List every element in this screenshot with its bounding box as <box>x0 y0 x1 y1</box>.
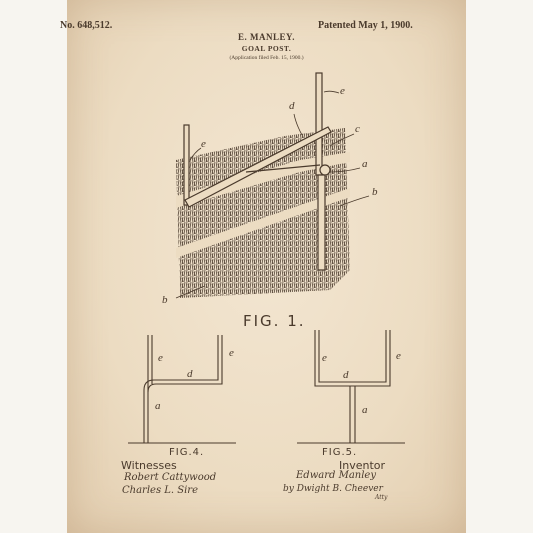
label-d: d <box>289 100 295 112</box>
label-a: a <box>362 158 368 170</box>
label-c: c <box>355 123 360 135</box>
patent-title: GOAL POST. <box>241 44 292 53</box>
fig4-label-d: d <box>187 368 193 380</box>
patent-number: No. 648,512. <box>60 20 113 31</box>
fig4-label-e-left: e <box>158 352 163 364</box>
label-b-right: b <box>372 186 378 198</box>
label-e-right: e <box>340 85 345 97</box>
application-date: (Application filed Feb. 15, 1900.) <box>229 55 304 61</box>
inventor-signature: Edward Manley <box>296 470 376 481</box>
inventor-name: E. MANLEY. <box>238 32 295 42</box>
fig5-label-e-right: e <box>396 350 401 362</box>
inventor-heading: Inventor <box>339 459 386 472</box>
fig5-label-d: d <box>343 369 349 381</box>
attorney-signature: by Dwight B. Cheever <box>283 484 383 494</box>
goal-post-fig5 <box>297 330 405 443</box>
witnesses-heading: Witnesses <box>121 459 177 472</box>
fig4-label-a: a <box>155 400 161 412</box>
figure-4-caption: FIG.4. <box>169 447 205 458</box>
fig5-label-e-left: e <box>322 352 327 364</box>
attorney-suffix: Atty <box>375 494 388 501</box>
witness-signature-2: Charles L. Sire <box>122 485 199 496</box>
figure-5-caption: FIG.5. <box>322 447 358 458</box>
fig5-label-a: a <box>362 404 368 416</box>
figure-1-caption: FIG. 1. <box>243 312 306 330</box>
goal-post-fig4 <box>128 335 236 443</box>
label-b-left: b <box>162 294 168 306</box>
fig4-label-e-right: e <box>229 347 234 359</box>
witness-signature-1: Robert Cattywood <box>124 472 217 483</box>
patent-date: Patented May 1, 1900. <box>318 20 413 31</box>
label-e-left: e <box>201 138 206 150</box>
